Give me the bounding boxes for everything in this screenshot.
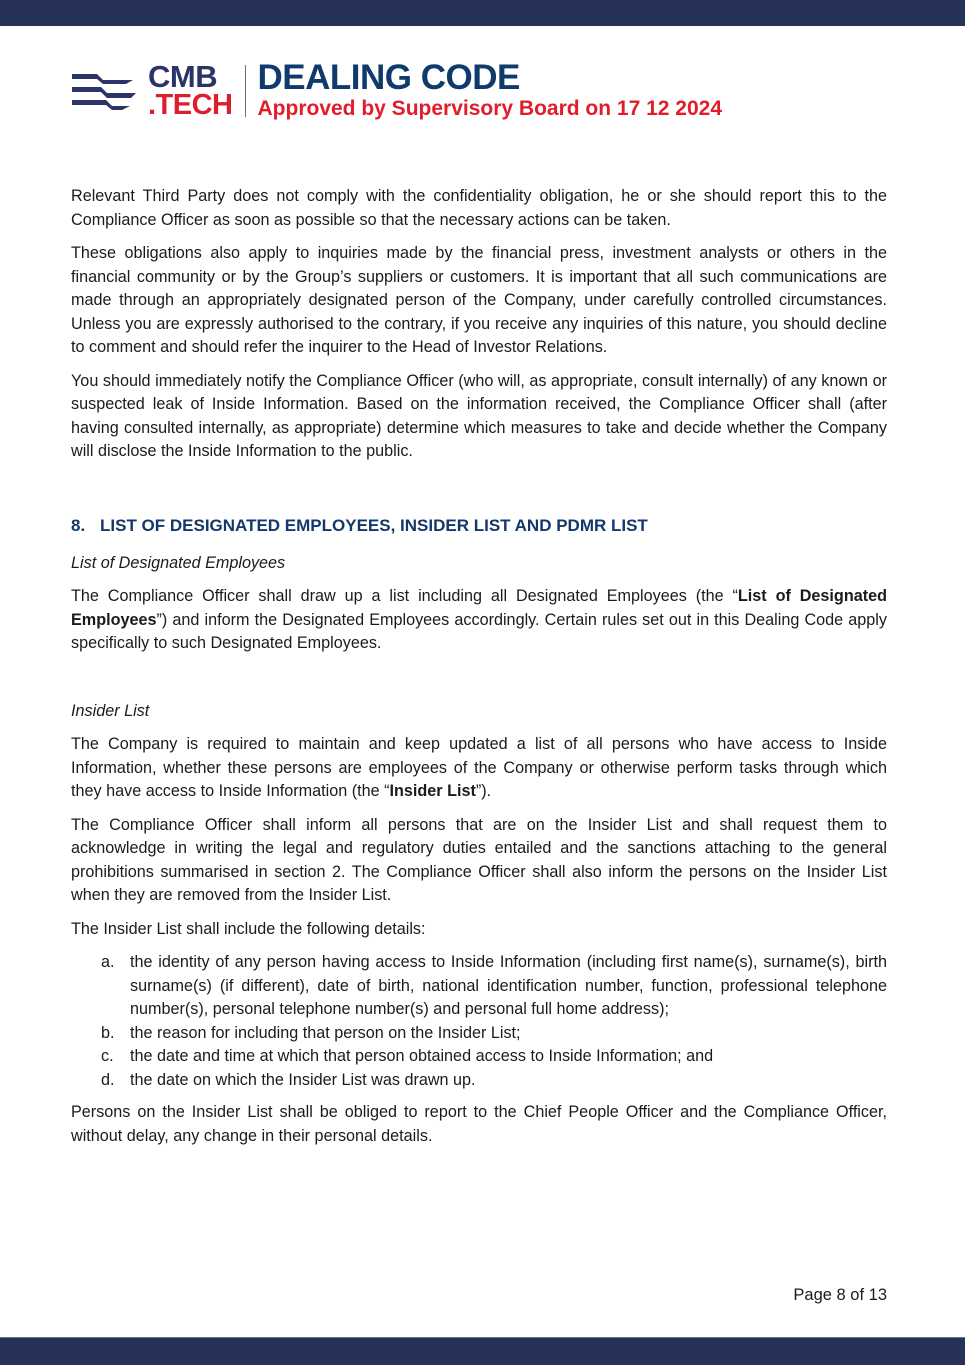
paragraph-leak-notification: You should immediately notify the Compliance Officer (who will, as appropriate, consult internally) of any known or suspected leak of Inside Information. Based on the information received, the Compliance Officer shall (after having consulted internally, as appropriate) determine which measures to take and decide whether the Company will disclose the Inside Information to the public. [71,371,887,460]
document-subtitle: Approved by Supervisory Board on 17 12 2024 [257,97,723,120]
list-item [101,1045,887,1069]
list-marker: b. [101,1023,115,1042]
document-title: DEALING CODE [257,58,520,97]
header-text-block [258,60,723,122]
list-item [101,1022,887,1046]
paragraph-confidentiality: Relevant Third Party does not comply with the confidentiality obligation, he or she should report this to the Compliance Officer as soon as possible so that the necessary actions can be taken. [71,187,887,229]
list-marker: d. [101,1070,115,1089]
list-item-text: the date and time at which that person obtained access to Inside Information; and [130,1047,714,1065]
list-item-text: the reason for including that person on the Insider List; [130,1023,521,1042]
text-run: ”). [475,782,492,800]
section-heading [71,514,887,538]
paragraph-personal-details-change: Persons on the Insider List shall be obliged to report to the Chief People Officer and the Compliance Officer, without delay, any change in their personal details. [71,1103,887,1145]
top-decorative-bar [0,0,965,26]
text-run: ”) and inform the Designated Employees accordingly. Certain rules set out in this Dealing Code apply specifically to such Designated Employees. [71,610,887,652]
paragraph-insider-list-details-intro: The Insider List shall include the following details: [71,919,426,938]
document-body [71,185,887,1158]
defined-term: List of Designated Employees [71,587,887,629]
list-item [101,951,887,1022]
document-header [70,60,722,122]
header-divider [245,65,246,117]
page-number: Page 8 of 13 [793,1286,887,1304]
logo-cmb-text: CMB [148,59,218,94]
paragraph-insider-list-definition [71,733,887,804]
subheading-insider-list: Insider List [71,701,150,720]
list-marker: a. [101,953,115,971]
list-marker: c. [101,1047,114,1065]
defined-term: Insider List [389,782,476,800]
company-logo-wordmark [148,59,233,121]
logo-tech-text: .TECH [148,89,233,121]
section-title: LIST OF DESIGNATED EMPLOYEES, INSIDER LIST AND PDMR LIST [100,515,648,535]
paragraph-insider-list-inform: The Compliance Officer shall inform all persons that are on the Insider List and shall request them to acknowledge in writing the legal and regulatory duties entailed and the sanctions attaching to the general prohibitions summarised in section 2. The Compliance Officer shall also inform the persons on the Insider List when they are removed from the Insider List. [71,815,887,904]
bottom-decorative-bar [0,1337,965,1365]
paragraph-press-inquiries: These obligations also apply to inquiries made by the financial press, investment analysts or others in the financial community or by the Group’s suppliers or customers. It is important that all such communications are made through an appropriately designated person of the Company, under carefully controlled circumstances. Unless you are expressly authorised to the contrary, if you receive any inquiries of this nature, you should decline to comment and should refer the inquirer to the Head of Investor Relations. [71,244,887,356]
list-item-text: the date on which the Insider List was drawn up. [130,1070,476,1089]
section-number: 8. [71,515,86,535]
cmb-tech-ship-bars-icon [70,71,136,111]
list-item [101,1069,887,1093]
insider-list-details [101,951,887,1092]
text-run: The Company is required to maintain and keep updated a list of all persons who have access to Inside Information, whether these persons are employees of the Company or otherwise perform tasks through which they have access to Inside Information (the “ [71,735,887,800]
paragraph-designated-employees [71,585,887,656]
list-item-text: the identity of any person having access to Inside Information (including first name(s), surname(s), birth surname(s) (if different), date of birth, national identification number, function, professional telephone number(s), personal telephone number(s) and personal full home address); [130,953,887,1018]
subheading-designated-employees: List of Designated Employees [71,553,286,572]
text-run: The Compliance Officer shall draw up a list including all Designated Employees (the “ [71,587,738,605]
spacer [71,666,887,700]
